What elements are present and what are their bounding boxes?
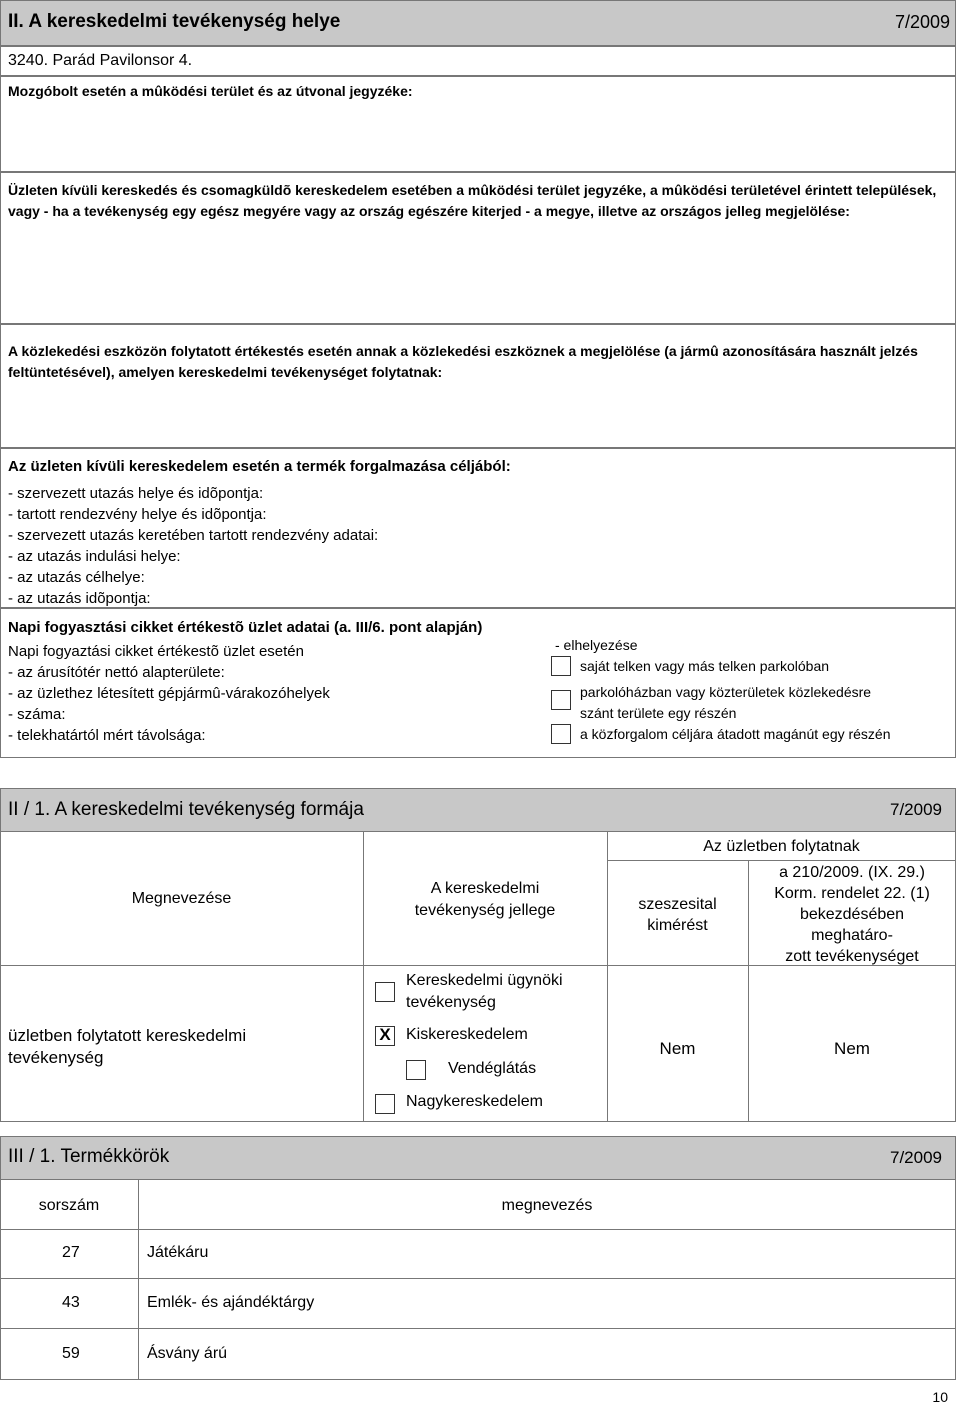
- divider: [607, 860, 956, 861]
- outside-trade-title: Az üzleten kívüli kereskedelem esetén a termék forgalmazása céljából:: [8, 458, 511, 475]
- alcohol-value: Nem: [659, 1039, 696, 1058]
- daily-goods-item: - az üzlethez létesített gépjármû-várakozóhelyek: [8, 685, 330, 702]
- nature-checkbox-agent[interactable]: [375, 982, 395, 1002]
- vehicle-label: A közlekedési eszközön folytatott értékestés esetén annak a közlekedési eszköznek a megjelölése (a jármû azonosítására használt jelzés feltüntetésével), amelyen kereskedelmi tevékenységet folytatnak:: [8, 343, 918, 380]
- form-code: 7/2009: [894, 12, 950, 32]
- placement-checkbox-private-road[interactable]: [551, 724, 571, 744]
- nature-checkbox-wholesale[interactable]: [375, 1094, 395, 1114]
- table-row-name: Emlék- és ajándéktárgy: [147, 1294, 315, 1311]
- decree-value: Nem: [834, 1039, 870, 1058]
- col-decree-header: bekezdésében: [799, 906, 905, 923]
- col-decree-header: meghatáro-: [811, 927, 893, 944]
- placement-option: parkolóházban vagy közterületek közlekedésre: [580, 684, 872, 700]
- row-name: üzletben folytatott kereskedelmi: [8, 1026, 247, 1045]
- nature-checkbox-catering[interactable]: [406, 1060, 426, 1080]
- outside-trade-item: - az utazás célhelye:: [8, 569, 145, 586]
- row-name: tevékenység: [8, 1048, 104, 1067]
- divider: [0, 1229, 956, 1230]
- form-code: 7/2009: [890, 800, 942, 819]
- daily-goods-item: - az árusítótér nettó alapterülete:: [8, 664, 225, 681]
- col-nature-header: tevékenység jellege: [414, 902, 556, 919]
- mobile-shop-label: Mozgóbolt esetén a mûködési terület és az útvonal jegyzéke:: [8, 83, 413, 99]
- placement-option: a közforgalom céljára átadott magánút egy részén: [580, 726, 891, 742]
- outside-trade-item: - az utazás idõpontja:: [8, 590, 151, 607]
- daily-goods-item: - telekhatártól mért távolsága:: [8, 727, 206, 744]
- divider: [363, 832, 364, 1122]
- placement-option: saját telken vagy más telken parkolóban: [580, 658, 830, 674]
- section-title: II. A kereskedelmi tevékenység helye: [8, 11, 341, 32]
- outside-trade-item: - az utazás indulási helye:: [8, 548, 181, 565]
- divider: [0, 1278, 956, 1279]
- nature-option: Nagykereskedelem: [406, 1093, 543, 1110]
- outside-trade-item: - szervezett utazás helye és idõpontja:: [8, 485, 264, 502]
- placement-option: szánt területe egy részén: [580, 705, 737, 721]
- nature-option: Kiskereskedelem: [406, 1026, 528, 1043]
- table-row-number: 59: [62, 1345, 80, 1362]
- col-number-header: sorszám: [38, 1197, 100, 1214]
- placement-label: - elhelyezése: [555, 637, 638, 653]
- divider: [0, 1328, 956, 1329]
- table-row-name: Ásvány árú: [147, 1345, 228, 1362]
- outside-shop-label: Üzleten kívüli kereskedés és csomagküldõ kereskedelem esetében a mûködési terület jegyzéke, a mûködési területével érintett települések, vagy - ha a tevékenység egy egész megyére vagy az ország egészére kiterjed - a megye, illetve az országos jelleg megjelölése:: [8, 182, 937, 219]
- col-group-header: Az üzletben folytatnak: [703, 838, 860, 855]
- table-row-number: 43: [62, 1294, 80, 1311]
- col-decree-header: a 210/2009. (IX. 29.): [779, 864, 925, 881]
- outside-trade-item: - szervezett utazás keretében tartott rendezvény adatai:: [8, 527, 379, 544]
- placement-checkbox-garage[interactable]: [551, 690, 571, 710]
- col-alcohol-header: kimérést: [647, 917, 708, 934]
- nature-option: tevékenység: [406, 994, 496, 1011]
- placement-checkbox-own-lot[interactable]: [551, 656, 571, 676]
- divider: [607, 832, 608, 1122]
- table-row-name: Játékáru: [147, 1244, 209, 1261]
- daily-goods-item: - száma:: [8, 706, 66, 723]
- address-value: 3240. Parád Pavilonsor 4.: [8, 52, 193, 69]
- table-row-number: 27: [62, 1244, 80, 1261]
- col-decree-header: zott tevékenységet: [785, 948, 919, 965]
- nature-option: Kereskedelmi ügynöki: [406, 972, 563, 989]
- col-name-header: Megnevezése: [131, 890, 232, 907]
- outside-trade-item: - tartott rendezvény helye és idõpontja:: [8, 506, 267, 523]
- nature-checkbox-retail[interactable]: X: [375, 1026, 395, 1046]
- col-alcohol-header: szeszesital: [638, 896, 717, 913]
- form-code: 7/2009: [890, 1148, 942, 1167]
- nature-option: Vendéglátás: [448, 1060, 537, 1077]
- col-nature-header: A kereskedelmi: [430, 880, 540, 897]
- page-number: 10: [932, 1389, 948, 1405]
- daily-goods-title: Napi fogyasztási cikket értékestõ üzlet adatai (a. III/6. pont alapján): [8, 619, 483, 636]
- col-product-header: megnevezés: [501, 1197, 593, 1214]
- section-title: II / 1. A kereskedelmi tevékenység formája: [8, 799, 364, 820]
- daily-goods-item: Napi fogyaztási cikket értékestõ üzlet esetén: [8, 643, 304, 660]
- section-title: III / 1. Termékkörök: [8, 1146, 170, 1167]
- col-decree-header: Korm. rendelet 22. (1): [774, 885, 930, 902]
